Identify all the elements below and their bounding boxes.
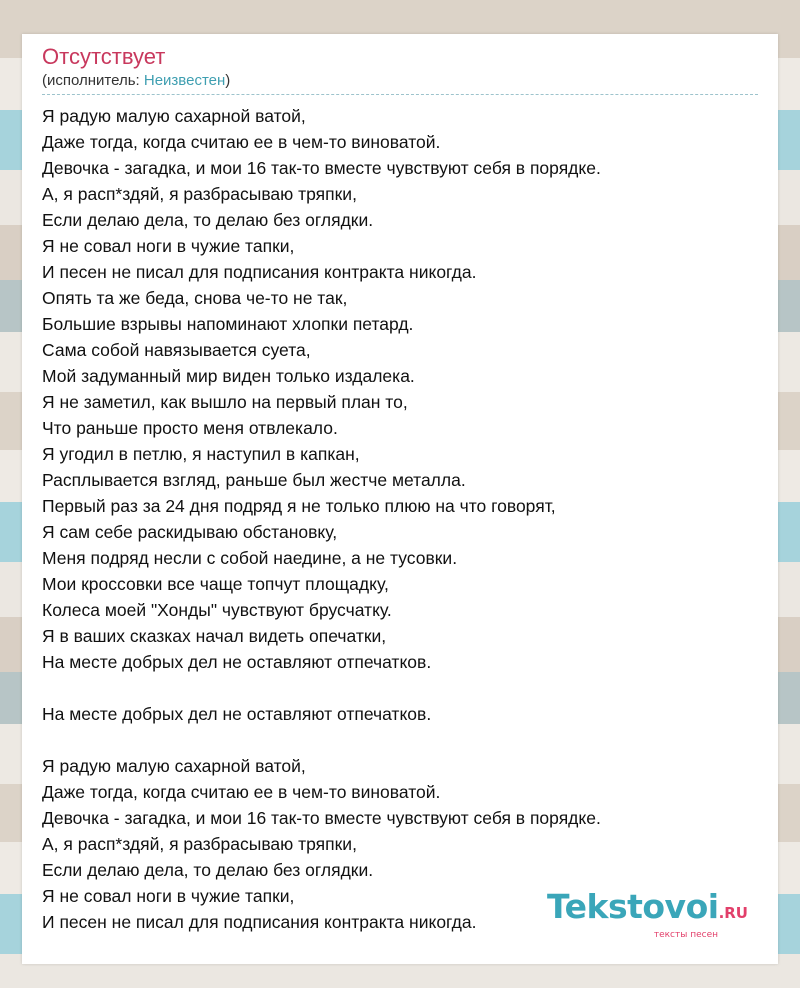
- site-logo[interactable]: [547, 887, 748, 940]
- lyrics-card: [22, 34, 778, 964]
- lyrics-line: И песен не писал для подписания контракта никогда.: [42, 912, 477, 932]
- lyrics-line: И песен не писал для подписания контракта никогда.: [42, 262, 477, 282]
- logo-tld: .RU: [718, 904, 748, 922]
- lyrics-line: А, я расп*здяй, я разбрасываю тряпки,: [42, 834, 357, 854]
- lyrics-line: Я радую малую сахарной ватой,: [42, 756, 306, 776]
- lyrics-line: Я не совал ноги в чужие тапки,: [42, 236, 295, 256]
- lyrics-line: Я угодил в петлю, я наступил в капкан,: [42, 444, 360, 464]
- lyrics-blank-line: [42, 675, 762, 701]
- lyrics-line: Даже тогда, когда считаю ее в чем-то виноватой.: [42, 782, 441, 802]
- lyrics-line: А, я расп*здяй, я разбрасываю тряпки,: [42, 184, 357, 204]
- lyrics-line: Я не заметил, как вышло на первый план то,: [42, 392, 408, 412]
- title-divider: [42, 94, 758, 95]
- lyrics-line: Я не совал ноги в чужие тапки,: [42, 886, 295, 906]
- lyrics-blank-line: [42, 727, 762, 753]
- lyrics-line: Первый раз за 24 дня подряд я не только плюю на что говорят,: [42, 496, 556, 516]
- logo-wordmark: [547, 887, 748, 930]
- lyrics-line: Я в ваших сказках начал видеть опечатки,: [42, 626, 387, 646]
- artist-link[interactable]: Неизвестен: [143, 72, 226, 89]
- lyrics-text: [42, 103, 762, 935]
- lyrics-line: Девочка - загадка, и мои 16 так-то вместе чувствуют себя в порядке.: [42, 808, 601, 828]
- logo-tagline: тексты песен: [653, 930, 718, 940]
- lyrics-line: Меня подряд несли с собой наедине, а не тусовки.: [42, 548, 458, 568]
- lyrics-line: Я радую малую сахарной ватой,: [42, 106, 306, 126]
- lyrics-line: Если делаю дела, то делаю без оглядки.: [42, 210, 374, 230]
- song-title: Отсутствует: [42, 44, 166, 69]
- lyrics-line: Мой задуманный мир виден только издалека.: [42, 366, 415, 386]
- lyrics-line: Сама собой навязывается суета,: [42, 340, 311, 360]
- lyrics-line: На месте добрых дел не оставляют отпечатков.: [42, 652, 432, 672]
- lyrics-line: Если делаю дела, то делаю без оглядки.: [42, 860, 374, 880]
- lyrics-line: Я сам себе раскидываю обстановку,: [42, 522, 338, 542]
- artist-suffix: ): [225, 72, 231, 89]
- lyrics-line: Даже тогда, когда считаю ее в чем-то виноватой.: [42, 132, 441, 152]
- lyrics-line: На месте добрых дел не оставляют отпечатков.: [42, 704, 432, 724]
- lyrics-line: Что раньше просто меня отвлекало.: [42, 418, 338, 438]
- logo-name: Tekstovoi: [547, 887, 719, 926]
- lyrics-line: Большие взрывы напоминают хлопки петард.: [42, 314, 414, 334]
- lyrics-line: Мои кроссовки все чаще топчут площадку,: [42, 574, 389, 594]
- artist-prefix: (исполнитель:: [42, 72, 144, 89]
- lyrics-line: Девочка - загадка, и мои 16 так-то вместе чувствуют себя в порядке.: [42, 158, 601, 178]
- lyrics-line: Колеса моей "Хонды" чувствуют брусчатку.: [42, 600, 392, 620]
- lyrics-line: Опять та же беда, снова че-то не так,: [42, 288, 348, 308]
- artist-line: [42, 72, 230, 90]
- lyrics-line: Расплывается взгляд, раньше был жестче металла.: [42, 470, 466, 490]
